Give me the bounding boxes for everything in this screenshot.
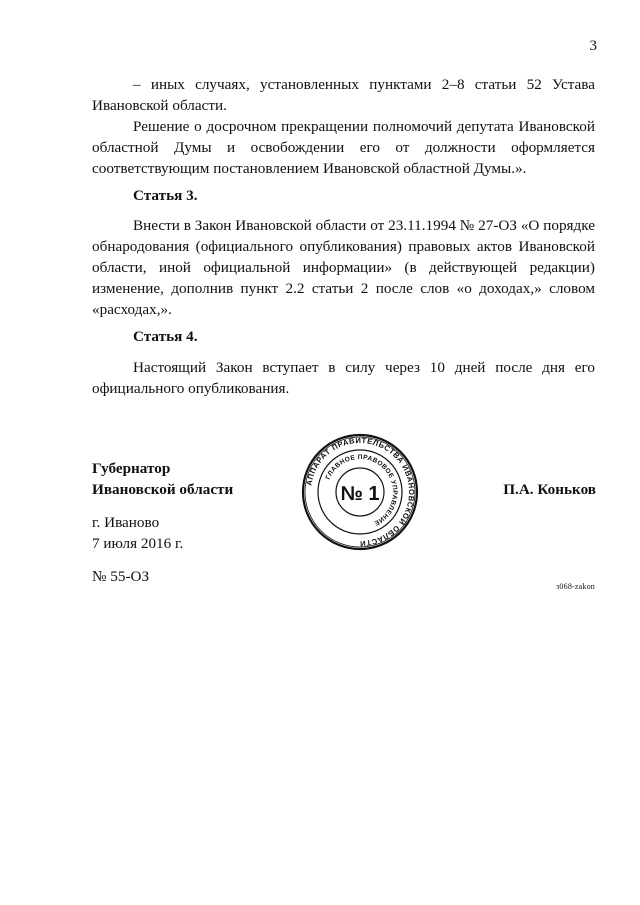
paragraph-line: Ивановской области. bbox=[92, 97, 227, 114]
signing-city: г. Иваново bbox=[92, 514, 160, 531]
law-number: № 55-ОЗ bbox=[92, 568, 150, 585]
paragraph-line: официального опубликования. bbox=[92, 380, 290, 397]
stamp-center-number: № 1 bbox=[340, 483, 380, 505]
stamp-inner-text: ГЛАВНОЕ ПРАВОВОЕ УПРАВЛЕНИЕ bbox=[324, 453, 399, 527]
paragraph-line: Решение о досрочном прекращении полномочий депутата Ивановской bbox=[133, 118, 595, 135]
stamp-outer-text: АППАРАТ ПРАВИТЕЛЬСТВА ИВАНОВСКОЙ ОБЛАСТИ bbox=[304, 435, 417, 549]
paragraph-line: Настоящий Закон вступает в силу через 10 дней после дня его bbox=[133, 359, 595, 376]
signing-date: 7 июля 2016 г. bbox=[92, 535, 184, 552]
stamp-seal-icon bbox=[300, 432, 420, 552]
paragraph-line: «расходах,». bbox=[92, 301, 172, 318]
file-reference: з068-zakon bbox=[556, 582, 595, 591]
page-number: 3 bbox=[589, 38, 597, 54]
official-stamp bbox=[300, 432, 420, 552]
paragraph-line: области, иной официальной информации» (в действующей редакции) bbox=[92, 259, 595, 276]
signatory-name: П.А. Коньков bbox=[503, 481, 596, 498]
paragraph-line: соответствующим постановлением Ивановской областной Думы.». bbox=[92, 160, 527, 177]
article-title: Статья 4. bbox=[133, 328, 198, 345]
paragraph-line: изменение, дополнив пункт 2.2 статьи 2 после слов «о доходах,» словом bbox=[92, 280, 595, 297]
signatory-region: Ивановской области bbox=[92, 481, 234, 498]
paragraph-line: – иных случаях, установленных пунктами 2–8 статьи 52 Устава bbox=[133, 76, 595, 93]
article-title: Статья 3. bbox=[133, 187, 198, 204]
paragraph-line: Внести в Закон Ивановской области от 23.11.1994 № 27-ОЗ «О порядке bbox=[133, 217, 595, 234]
paragraph-line: обнародования (официального опубликования) правовых актов Ивановской bbox=[92, 238, 595, 255]
signatory-position: Губернатор bbox=[92, 460, 171, 477]
paragraph-line: областной Думы и освобождении его от должности оформляется bbox=[92, 139, 595, 156]
